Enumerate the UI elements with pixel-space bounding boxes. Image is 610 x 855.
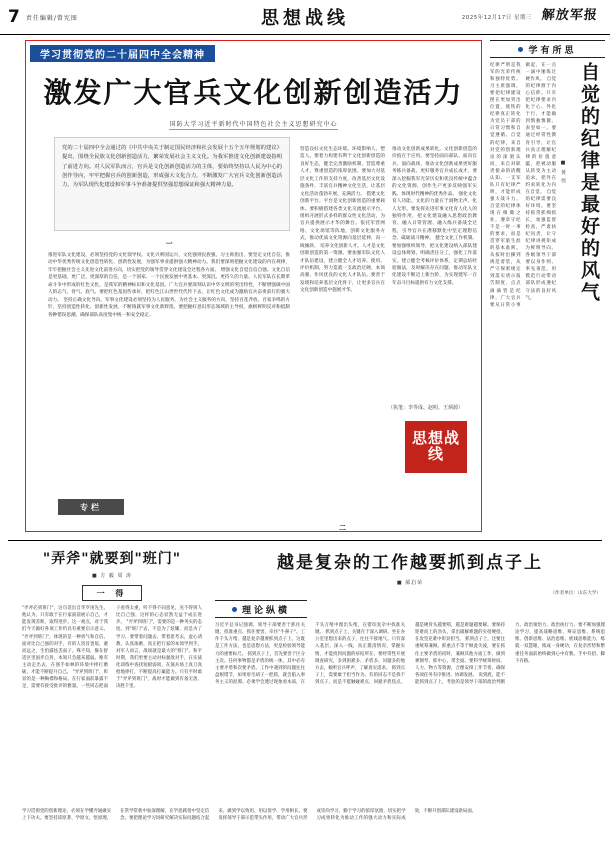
logo-text: 解放军报: [540, 7, 599, 23]
feature-column-2: 营造良好文化生态环境。环境影响人、塑造人。要着力构建有利于文化创新创造的良好生态，健全完善激励机制，营造尊重人才、尊重创造的浓厚氛围。要加大对基层文化工作的支持力度，改善基层文化设施条件，丰富官兵精神文化生活，让基层文化活动蓬勃开展、充满活力。 搭建文化创新平台。平台是文化创新创造的重要载体。要积极搭建各类文化交流展示平台，组织开展形式多样的群众性文化活动，为官兵提供展示才华的舞台。依托军营网络、文化场馆等阵地，创新文化服务方式，推动优质文化资源向基层延伸、向一线倾斜。 培养文化创新人才。人才是文化创新创造的第一资源。要加强军队文化人才队伍建设，建立健全人才培养、使用、评价机制，努力造就一支政治过硬、本领高强、作风优良的文化人才队伍。要善于发现和培养基层文化骨干，让更多官兵在文化创新创造中施展才华。: [300, 147, 385, 294]
feature-abstract: 党的二十届四中全会通过的《中共中央关于制定国民经济和社会发展十五个五年规划的建议》提出，围绕全民族文化创新创造活力，繁荣发展社会主义文化。为我军推进文化创新建设指明了前进方向。对人民军队而言，官兵是文化创新创造活力的主体，要始终坚持以人民为中心的创作导向，牢牢把握官兵的创新创造，形成强大文化合力，不断激发广大官兵文化创新创造活力，为军队现代化建设和军事斗争准备提供坚强思想保证和强大精神力量。: [54, 137, 290, 231]
bottom-right-signature: （作者单位：山东大学）: [550, 591, 601, 596]
feature-column-3: 推动文化创新成果转化。文化创新创造的价值在于应用。要坚持面向部队、面向官兵、面向战场，推动文化创新成果更好服务练兵备战，更好服务官兵成长成才。要深入挖掘我军光荣历史和优良传统中蕴含的文化资源，创作生产更多反映强军实践、体现时代精神的优秀作品。 强化文化育人功能。文化的力量在于润物无声、化人无形。要发挥先进军事文化育人化人的独特作用，把文化建设融入思想政治教育、融入日常管理、融入练兵备战全过程，引导官兵在潜移默化中坚定理想信念、砥砺战斗精神。 健全文化工作机制。要加强组织领导，把文化建设纳入部队建设总体规划，明确责任分工，强化工作落实。建立健全考核评价体系，定期总结经验做法，及时解决存在问题，推动军队文化建设不断迈上新台阶，为实现建军一百年奋斗目标提供有力文化支撑。: [392, 147, 477, 286]
feature-seal: 思想战线: [405, 421, 467, 473]
page-number: 7: [8, 7, 20, 27]
page-editor: 责任编辑/曾宪图: [25, 14, 78, 22]
bottom-right-article: [215, 548, 605, 685]
right-column-body: 纪律严明是我军的光荣传统和独特优势。习主席强调，要把纪律建设摆在更加突出位置，使铁的纪律真正转化为党员干部的日常习惯和自觉遵循。自觉的纪律，来自对党的创新理论的深刻认同，来自对职责使命的清醒认知。一支军队只有纪律严明，才能形成强大战斗力。 自觉的纪律体现在细微之处。遵章守纪不是一时一事的要求，而是贯穿军旅生涯的基本准则。从按时出操到规范着装，从严守保密规定到落实请示报告制度，点点滴滴皆是纪律。广大官兵要从日常小事做起，在一点一滴中锤炼过硬作风。 自觉的纪律源于内心信仰。只有把纪律要求内化于心、外化于行，才能做到慎独慎微、表里如一。要通过经常性教育引导，让官兵真正理解纪律的价值意蕴，把被动服从转变为主动追求，把外在约束转化为内在自觉。 自觉的纪律需要良好环境。要坚持抓常抓细抓长，加强监督检查，严肃执纪问责，让守纪律讲规矩成为鲜明导向。各级领导干部要以身作则、率先垂范，用模范行动带动部队形成遵纪守法的良好风气。: [490, 63, 556, 308]
bottom-right-title: 越是复杂的工作越要抓到点子上: [277, 553, 543, 573]
bottom-left-body: "弄斧必到班门"，这句话出自华罗庚先生。他认为，只有敢于在行家面前展示自己，才能发现差距、取得进步。这一观点，对于我们今天做好各项工作仍具有重要启示意义。 "弄斧到班门"，体现的是一种勇气和自信。面对比自己强的对手，有的人畏首畏尾、避而远之，生怕露怯丢面子。殊不知，躲在舒适区里固步自封，本领只会越来越弱。唯有主动走出去，在强手如林的环境中摔打磨砺，才能不断提升自己。 "弄斧到班门"，彰显的是一种胸襟和格局。在行家面前暴露不足，需要有接受批评的雅量。一些同志把面子看得太重，听不得不同意见，见不得别人比自己强，这样的心态显然无益于成长进步。 "弄斧到班门"，需要的是一种务实的态度。到"班门"去，不是为了炫耀，而是为了学习。要带着问题去、带着思考去，虚心请教、认真琢磨，真正把行家的本领学到手。 对军人而言，战场就是最大的"班门"。和平时期，我们更要主动对标强敌对手，在实战化训练中查找短板弱项，在演兵场上真刀真枪地摔打，不断提高打赢能力。只有平时敢于"弄斧到班门"，战时才能做到有备无患、决胜千里。: [22, 606, 202, 690]
feature-headline: 激发广大官兵文化创新创造活力: [43, 76, 464, 109]
bullet-icon: [232, 607, 237, 612]
bottom-left-badge: 一 得: [82, 585, 142, 601]
bottom-strip-text: 学习贯彻党的创新理论，必须在学懂弄通做实上下功夫。要坚持读原著、学原文、悟原理，在常学常新中加深理解，在学思践悟中坚定信念。要把理论学习同研究解决实际问题结合起来，做到学以致用、用以促学、学用相长。要发挥领导干部示范带头作用，带动广大官兵形成崇尚学习、勤于学习的浓厚氛围，切实把学习成果转化为推动工作的强大动力和实际成效，不断开创部队建设新局面。: [22, 809, 477, 822]
feature-article: [25, 40, 482, 532]
section-label-xueyousuosi: 学有所思: [490, 40, 605, 58]
page-title: 思想战线: [261, 8, 349, 29]
section-divider: [8, 540, 602, 541]
feature-signature: （执笔：李等成、赵明、王炳源）: [387, 405, 463, 411]
bottom-left-title: "弄斧"就要到"班门": [42, 551, 182, 567]
feature-column-label: 专栏: [58, 499, 124, 515]
bottom-left-subtitle: ■ 方 毅 周 涛: [91, 573, 133, 579]
masthead: [0, 0, 610, 35]
section-label-lilunzonghen: 理论纵横: [215, 600, 307, 618]
bottom-right-body: 习近平总书记强调，领导干部要善于抓住关键、找准重点、抓住要害、牵住"牛鼻子"。工作千头万绪，越是复杂越要抓到点子上。这既是工作方法，也是思想方法，更是检验领导能力的重要标尺。 抓到点子上，首先要善于区分主次。任何事物都是矛盾的统一体，其中必有主要矛盾和次要矛盾。工作中遇到的问题往往盘根错节，如果眉毛胡子一把抓，就会陷入事务主义的泥潭。必须学会透过现象看本质，在千头万绪中理出头绪，在错综复杂中找准关键。 抓到点子上，关键在于深入调研。坐在办公室里想出来的点子，往往不接地气。只有深入基层、深入一线，真正摸清情况、掌握实情，才能找到问题的症结所在。要经常性开展调查研究，多到困难多、矛盾多、问题多的地方去，倾听官兵呼声，了解真实需求。 抓到点子上，需要敢于担当作为。有的同志不是找不到点子，而是不愿触碰难点、回避矛盾焦点。越是硬骨头越要啃，越是难题越要解。要保持迎难而上的劲头，拿出破解难题的实招硬招，在攻坚克难中彰显担当。 抓到点子上，还要注重统筹兼顾。抓重点不等于顾此失彼，要在抓住主要矛盾的同时，兼顾其他方面工作，做到弹钢琴、抓中心、带全面。要科学统筹时间、人力、物力等资源，合理安排工作节奏，确保各项任务有序推进、协调发展。 说到底，能不能抓到点子上，考验的是领导干部的政治判断力、政治领悟力、政治执行力。要不断加强理论学习，提高战略思维、辩证思维、系统思维、创新思维、法治思维、底线思维能力，练就一双慧眼，练成一身硬功，在复杂形势和繁重任务面前始终做到心中有数、手中有招、脚下有路。: [215, 623, 605, 685]
campaign-banner: 学习贯彻党的二十届四中全会精神: [30, 45, 215, 62]
right-column-author: ■ 黄 伟: [560, 160, 566, 185]
right-column: [490, 40, 605, 532]
feature-subheading-1: 一: [165, 240, 173, 248]
bottom-right-subtitle: ■ 郝启荣: [396, 580, 424, 586]
newspaper-logo: [534, 2, 606, 24]
bullet-icon: [518, 47, 523, 52]
feature-column-1: 推进军队文化建设，必须坚持党的文化领导权。文化兴则国运兴，文化强则民族强。习主席指出，要坚定文化自信，推动中华优秀传统文化创造性转化、创新性发展，为强军事业提供强大精神动力。我们要深刻把握文化建设的内在规律，牢牢把握社会主义先进文化前进方向，切实把党的领导贯穿文化建设全过程各方面。 增强文化自觉自信自强。文化自信是更基础、更广泛、更深厚的自信，是一个国家、一个民族发展中更基本、更深沉、更持久的力量。人民军队在长期革命斗争中形成的红色文化，是我军的精神标识和文化基因。广大官兵要深刻认识中华文明的突出特性，不断增强做中国人的志气、骨气、底气。要把红色基因传承好，把红色江山世世代代传下去，让红色文化成为激励官兵奋勇前行的强大动力。 坚持正确文化导向。军事文化建设必须坚持为人民服务、为社会主义服务的方向，坚持百花齐放、百家争鸣的方针，坚持创造性转化、创新性发展，不断铸就军事文化新辉煌。要把握好意识形态领域的主导权，旗帜鲜明反对和抵制各种错误思潮，确保部队高度集中统一和安全稳定。: [48, 253, 290, 318]
publication-date: 2025年12月17日 星期三: [461, 15, 532, 21]
feature-subheading-2: 二: [339, 524, 346, 532]
right-column-title: 自觉的纪律是最好的风气: [578, 62, 600, 304]
feature-byline: 国防大学习近平新时代中国特色社会主义思想研究中心: [169, 121, 338, 128]
